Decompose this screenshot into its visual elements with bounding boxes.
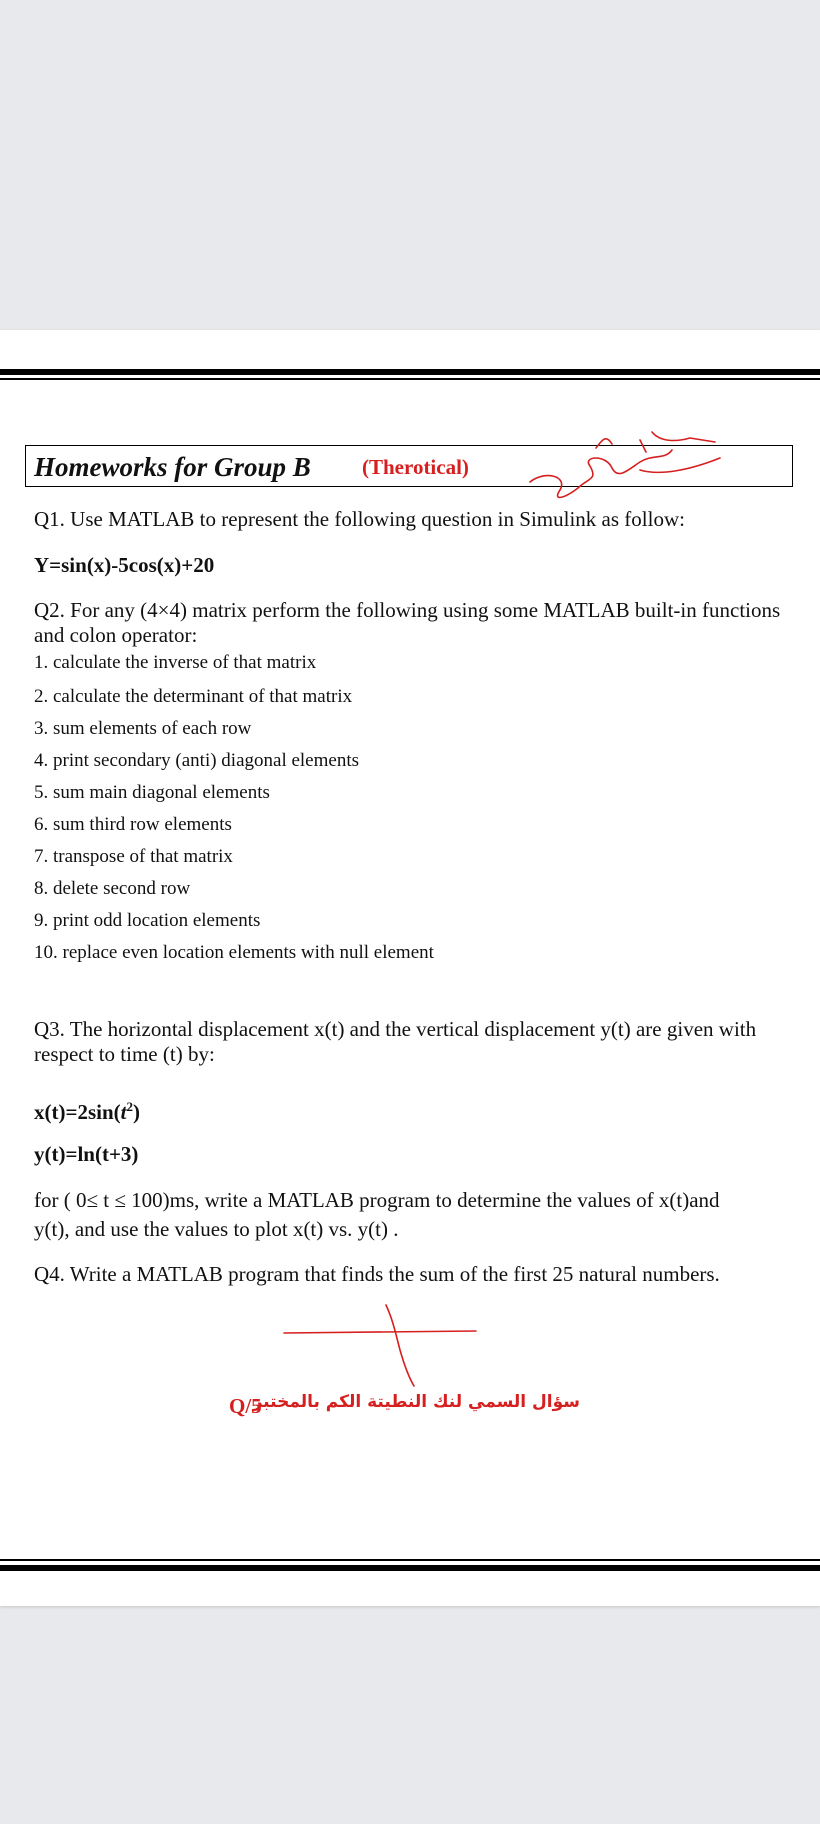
footer-arabic-note: سؤال السمي لنك النطيتة الكم بالمختبر: [252, 1392, 580, 1412]
q4-text: Q4. Write a MATLAB program that finds the sum of the first 25 natural numbers.: [34, 1262, 720, 1286]
q1-text: Q1. Use MATLAB to represent the following question in Simulink as follow:: [34, 507, 685, 531]
q3-eq-x-suffix: ): [132, 1100, 140, 1124]
q2-item: 2. calculate the determinant of that matrix: [34, 686, 353, 707]
q3-equation-y: y(t)=ln(t+3): [34, 1142, 139, 1166]
footer-question-label: Q/5: [229, 1394, 262, 1418]
q2-item: 8. delete second row: [34, 878, 191, 899]
document-subtitle: (Therotical): [362, 455, 469, 479]
handwriting-overlay: [0, 330, 820, 1606]
q3-eq-x-prefix: x(t)=2sin(: [34, 1100, 121, 1124]
q2-item: 1. calculate the inverse of that matrix: [34, 652, 317, 673]
q2-item: 10. replace even location elements with null element: [34, 942, 434, 963]
q2-item: 4. print secondary (anti) diagonal elements: [34, 750, 360, 771]
q2-item: 9. print odd location elements: [34, 910, 261, 931]
q1-equation: Y=sin(x)-5cos(x)+20: [34, 553, 215, 577]
q3-intro: Q3. The horizontal displacement x(t) and the vertical displacement y(t) are given with respect to time (t) by:: [34, 1017, 757, 1066]
q3-body-line2: y(t), and use the values to plot x(t) vs. y(t) .: [34, 1217, 399, 1241]
q2-item: 5. sum main diagonal elements: [34, 782, 270, 803]
handwritten-cross-mark: [284, 1305, 476, 1386]
handwritten-signature: [530, 432, 720, 497]
q2-item: 7. transpose of that matrix: [34, 846, 233, 867]
q2-item: 6. sum third row elements: [34, 814, 232, 835]
q2-item: 3. sum elements of each row: [34, 718, 252, 739]
q3-eq-x-exp: 2: [126, 1099, 133, 1114]
q3-eq-x-var: t: [120, 1100, 127, 1124]
document-title: Homeworks for Group B: [34, 452, 311, 482]
q2-intro: Q2. For any (4×4) matrix perform the following using some MATLAB built-in functions and colon operator:: [34, 598, 781, 647]
q3-body-line1: for ( 0≤ t ≤ 100)ms, write a MATLAB program to determine the values of x(t)and: [34, 1188, 720, 1212]
document-page: [0, 330, 820, 1606]
